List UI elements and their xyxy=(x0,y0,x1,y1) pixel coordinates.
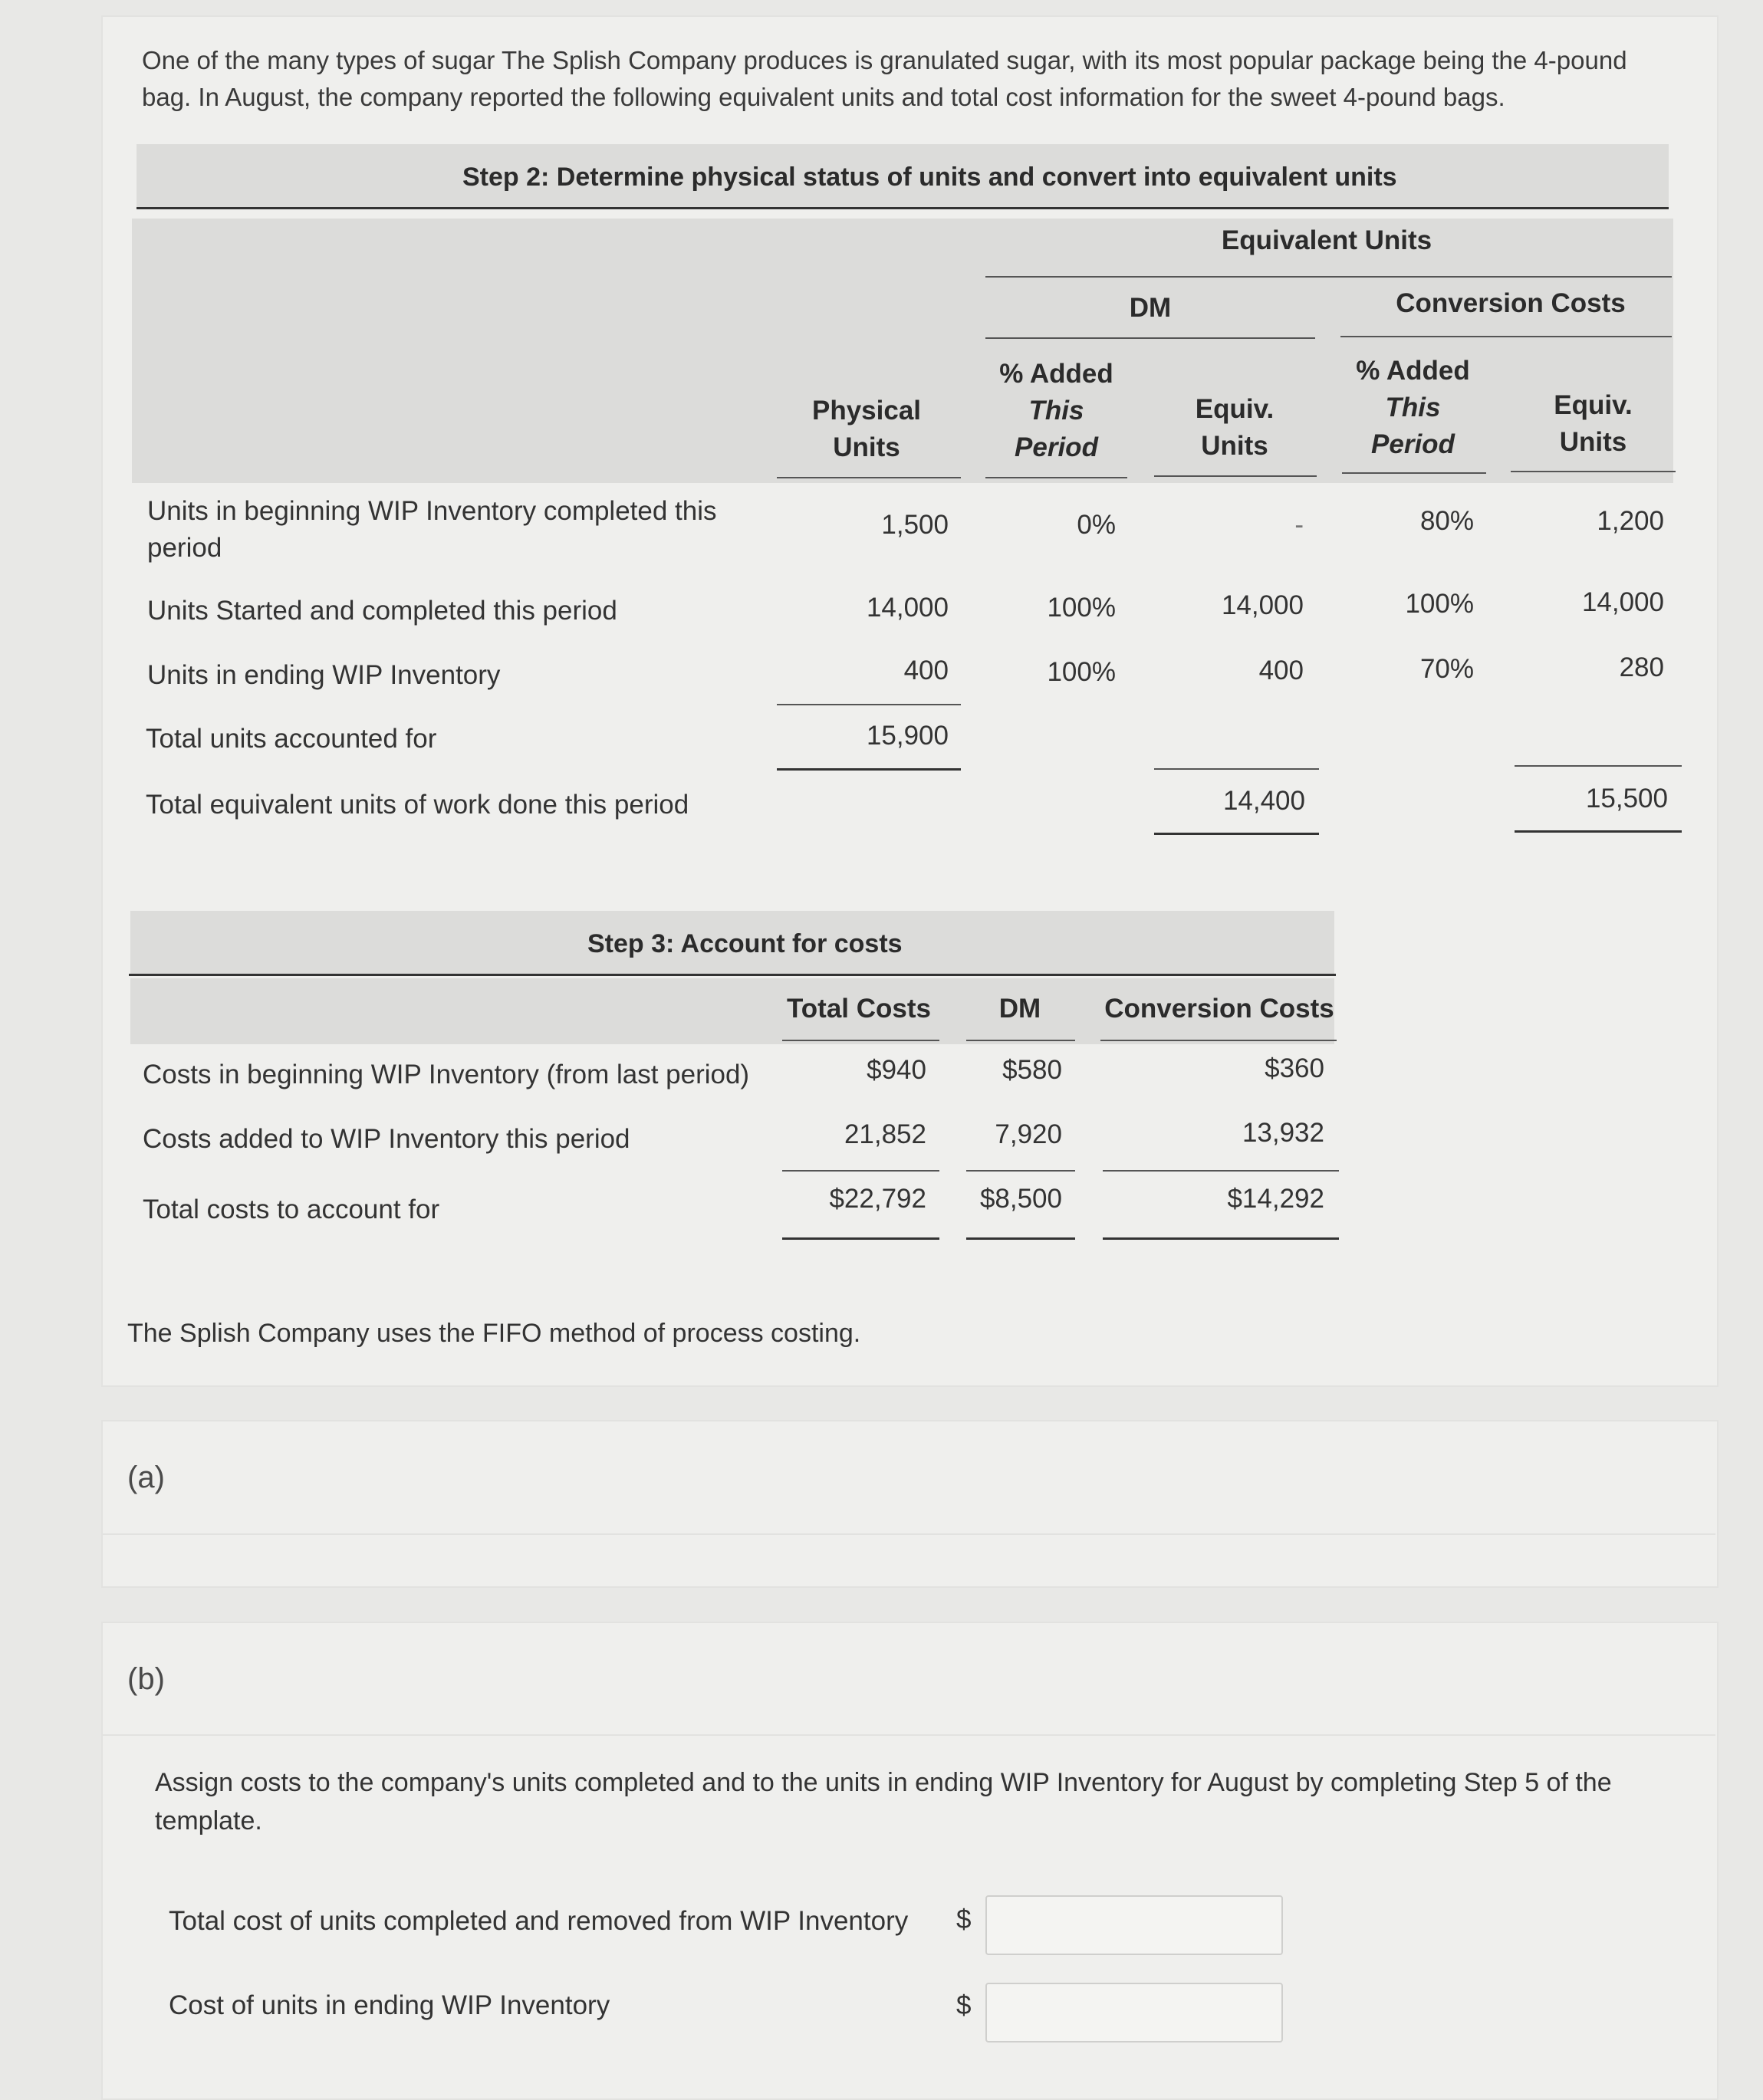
fifo-note: The Splish Company uses the FIFO method of process costing. xyxy=(127,1319,861,1348)
step3-row3-cc: $14,292 xyxy=(1227,1184,1324,1214)
step3-title-rule xyxy=(129,974,1336,976)
col-dm-equiv xyxy=(1154,391,1315,465)
step2-row3-cc-pct: 70% xyxy=(1419,654,1474,684)
col-cc-costs: Conversion Costs xyxy=(1104,994,1334,1024)
col-dm-pct-rule xyxy=(985,477,1127,478)
step2-row3-dm-pct: 100% xyxy=(1047,657,1116,687)
step2-row1-dm-eq: - xyxy=(1294,510,1304,540)
step3-row1-dm: $580 xyxy=(1002,1055,1062,1085)
part-b-divider xyxy=(103,1734,1715,1736)
step2-title-rule xyxy=(137,207,1669,209)
completed-cost-label: Total cost of units completed and removed from WIP Inventory xyxy=(169,1906,909,1936)
col-dm-equiv-rule xyxy=(1154,475,1317,477)
col-dm-pct xyxy=(985,356,1127,466)
step3-row3-dm: $8,500 xyxy=(979,1184,1062,1214)
costs-total-rule-dm xyxy=(966,1237,1075,1240)
col-physical-line2: Units xyxy=(833,432,900,462)
step2-row4-label: Total units accounted for xyxy=(146,724,437,754)
ending-wip-cost-label: Cost of units in ending WIP Inventory xyxy=(169,1990,610,2020)
col-physical-units xyxy=(778,393,955,466)
col-dm-costs: DM xyxy=(998,994,1041,1024)
ending-wip-cost-input[interactable] xyxy=(985,1983,1283,2042)
col-dm-costs-rule xyxy=(966,1040,1075,1041)
costs-total-rule-cc xyxy=(1103,1237,1339,1240)
dm-eq-subtotal-rule xyxy=(1154,768,1319,770)
step2-row4-physical: 15,900 xyxy=(866,721,949,751)
part-a-panel[interactable] xyxy=(101,1420,1719,1588)
step2-row1-physical: 1,500 xyxy=(881,510,949,540)
col-cc-equiv-rule xyxy=(1511,471,1676,472)
col-cc-pct-rule xyxy=(1342,472,1486,474)
costs-total-rule-total xyxy=(782,1237,939,1240)
col-physical-rule xyxy=(777,477,961,478)
physical-subtotal-rule xyxy=(777,704,961,705)
physical-total-rule xyxy=(777,768,961,771)
step2-row2-label: Units Started and completed this period xyxy=(147,596,617,626)
col-dm-pct-line3: Period xyxy=(1015,432,1098,462)
col-total-costs: Total Costs xyxy=(787,994,931,1024)
step2-row3-dm-eq: 400 xyxy=(1258,656,1304,685)
col-cc-costs-rule xyxy=(1100,1040,1337,1041)
equivalent-units-rule xyxy=(985,276,1672,278)
costs-subtotal-rule-cc xyxy=(1103,1170,1339,1172)
step2-row3-label: Units in ending WIP Inventory xyxy=(147,660,501,690)
step3-row3-total: $22,792 xyxy=(829,1184,926,1214)
problem-intro: One of the many types of sugar The Splish Company produces is granulated sugar, with its most popular package being the 4-pound bag. In August, the company reported the following equivalent units and total cost information for the sweet 4-pound bags. xyxy=(142,46,1627,111)
step2-row2-cc-eq: 14,000 xyxy=(1581,587,1664,617)
step3-row3-label: Total costs to account for xyxy=(143,1195,440,1224)
col-cc-equiv-line1: Equiv. xyxy=(1554,390,1633,420)
step3-row1-cc: $360 xyxy=(1265,1053,1324,1083)
part-a-label: (a) xyxy=(127,1461,165,1494)
part-b-panel xyxy=(101,1622,1719,2100)
col-cc-equiv xyxy=(1511,387,1676,461)
part-b-label: (b) xyxy=(127,1662,165,1696)
part-b-instruction: Assign costs to the company's units completed and to the units in ending WIP Inventory for August by completing Step 5 of the template. xyxy=(155,1768,1612,1835)
step3-title: Step 3: Account for costs xyxy=(587,929,903,958)
equivalent-units-header: Equivalent Units xyxy=(1221,225,1432,255)
completed-cost-currency: $ xyxy=(956,1904,972,1934)
cc-eq-subtotal-rule xyxy=(1515,765,1682,767)
step2-row5-label: Total equivalent units of work done this period xyxy=(146,790,689,820)
step3-row2-total: 21,852 xyxy=(844,1119,926,1149)
cc-header: Conversion Costs xyxy=(1396,288,1626,318)
step2-row1-label: Units in beginning WIP Inventory completed this period xyxy=(147,496,717,563)
step2-row3-physical: 400 xyxy=(903,656,949,685)
col-dm-equiv-line2: Units xyxy=(1201,431,1268,461)
col-dm-pct-line1: % Added xyxy=(999,359,1113,389)
step3-row1-label: Costs in beginning WIP Inventory (from last period) xyxy=(143,1060,750,1089)
completed-cost-input[interactable] xyxy=(985,1895,1283,1955)
step3-row2-label: Costs added to WIP Inventory this period xyxy=(143,1124,630,1154)
step2-row1-cc-pct: 80% xyxy=(1419,506,1474,536)
step3-row2-dm: 7,920 xyxy=(995,1119,1062,1149)
dm-eq-total-rule xyxy=(1154,833,1319,835)
step2-title: Step 2: Determine physical status of units and convert into equivalent units xyxy=(462,163,1397,192)
step2-row2-dm-pct: 100% xyxy=(1047,593,1116,623)
costs-subtotal-rule-dm xyxy=(966,1170,1075,1172)
col-cc-pct xyxy=(1342,353,1484,463)
col-cc-pct-line2: This xyxy=(1385,393,1441,422)
col-total-costs-rule xyxy=(782,1040,939,1041)
dm-header: DM xyxy=(1129,293,1172,323)
step2-row2-cc-pct: 100% xyxy=(1405,589,1474,619)
cc-header-rule xyxy=(1340,336,1672,337)
step3-row1-total: $940 xyxy=(867,1055,926,1085)
step3-row2-cc: 13,932 xyxy=(1242,1118,1324,1148)
col-physical-line1: Physical xyxy=(811,396,922,426)
col-cc-equiv-line2: Units xyxy=(1559,427,1627,457)
dm-header-rule xyxy=(985,337,1315,339)
step2-row1-cc-eq: 1,200 xyxy=(1597,506,1664,536)
step2-row2-dm-eq: 14,000 xyxy=(1221,590,1304,620)
step2-row2-physical: 14,000 xyxy=(866,593,949,623)
step2-row1-dm-pct: 0% xyxy=(1077,510,1116,540)
col-dm-pct-line2: This xyxy=(1028,396,1084,426)
step2-row3-cc-eq: 280 xyxy=(1619,652,1664,682)
ending-wip-cost-currency: $ xyxy=(956,1990,972,2020)
col-dm-equiv-line1: Equiv. xyxy=(1195,394,1275,424)
step2-row5-cc-eq: 15,500 xyxy=(1585,784,1668,813)
step2-row5-dm-eq: 14,400 xyxy=(1222,786,1305,816)
col-cc-pct-line1: % Added xyxy=(1356,356,1470,386)
cc-eq-total-rule xyxy=(1515,830,1682,833)
col-cc-pct-line3: Period xyxy=(1371,429,1455,459)
costs-subtotal-rule-total xyxy=(782,1170,939,1172)
part-a-divider xyxy=(103,1533,1715,1535)
